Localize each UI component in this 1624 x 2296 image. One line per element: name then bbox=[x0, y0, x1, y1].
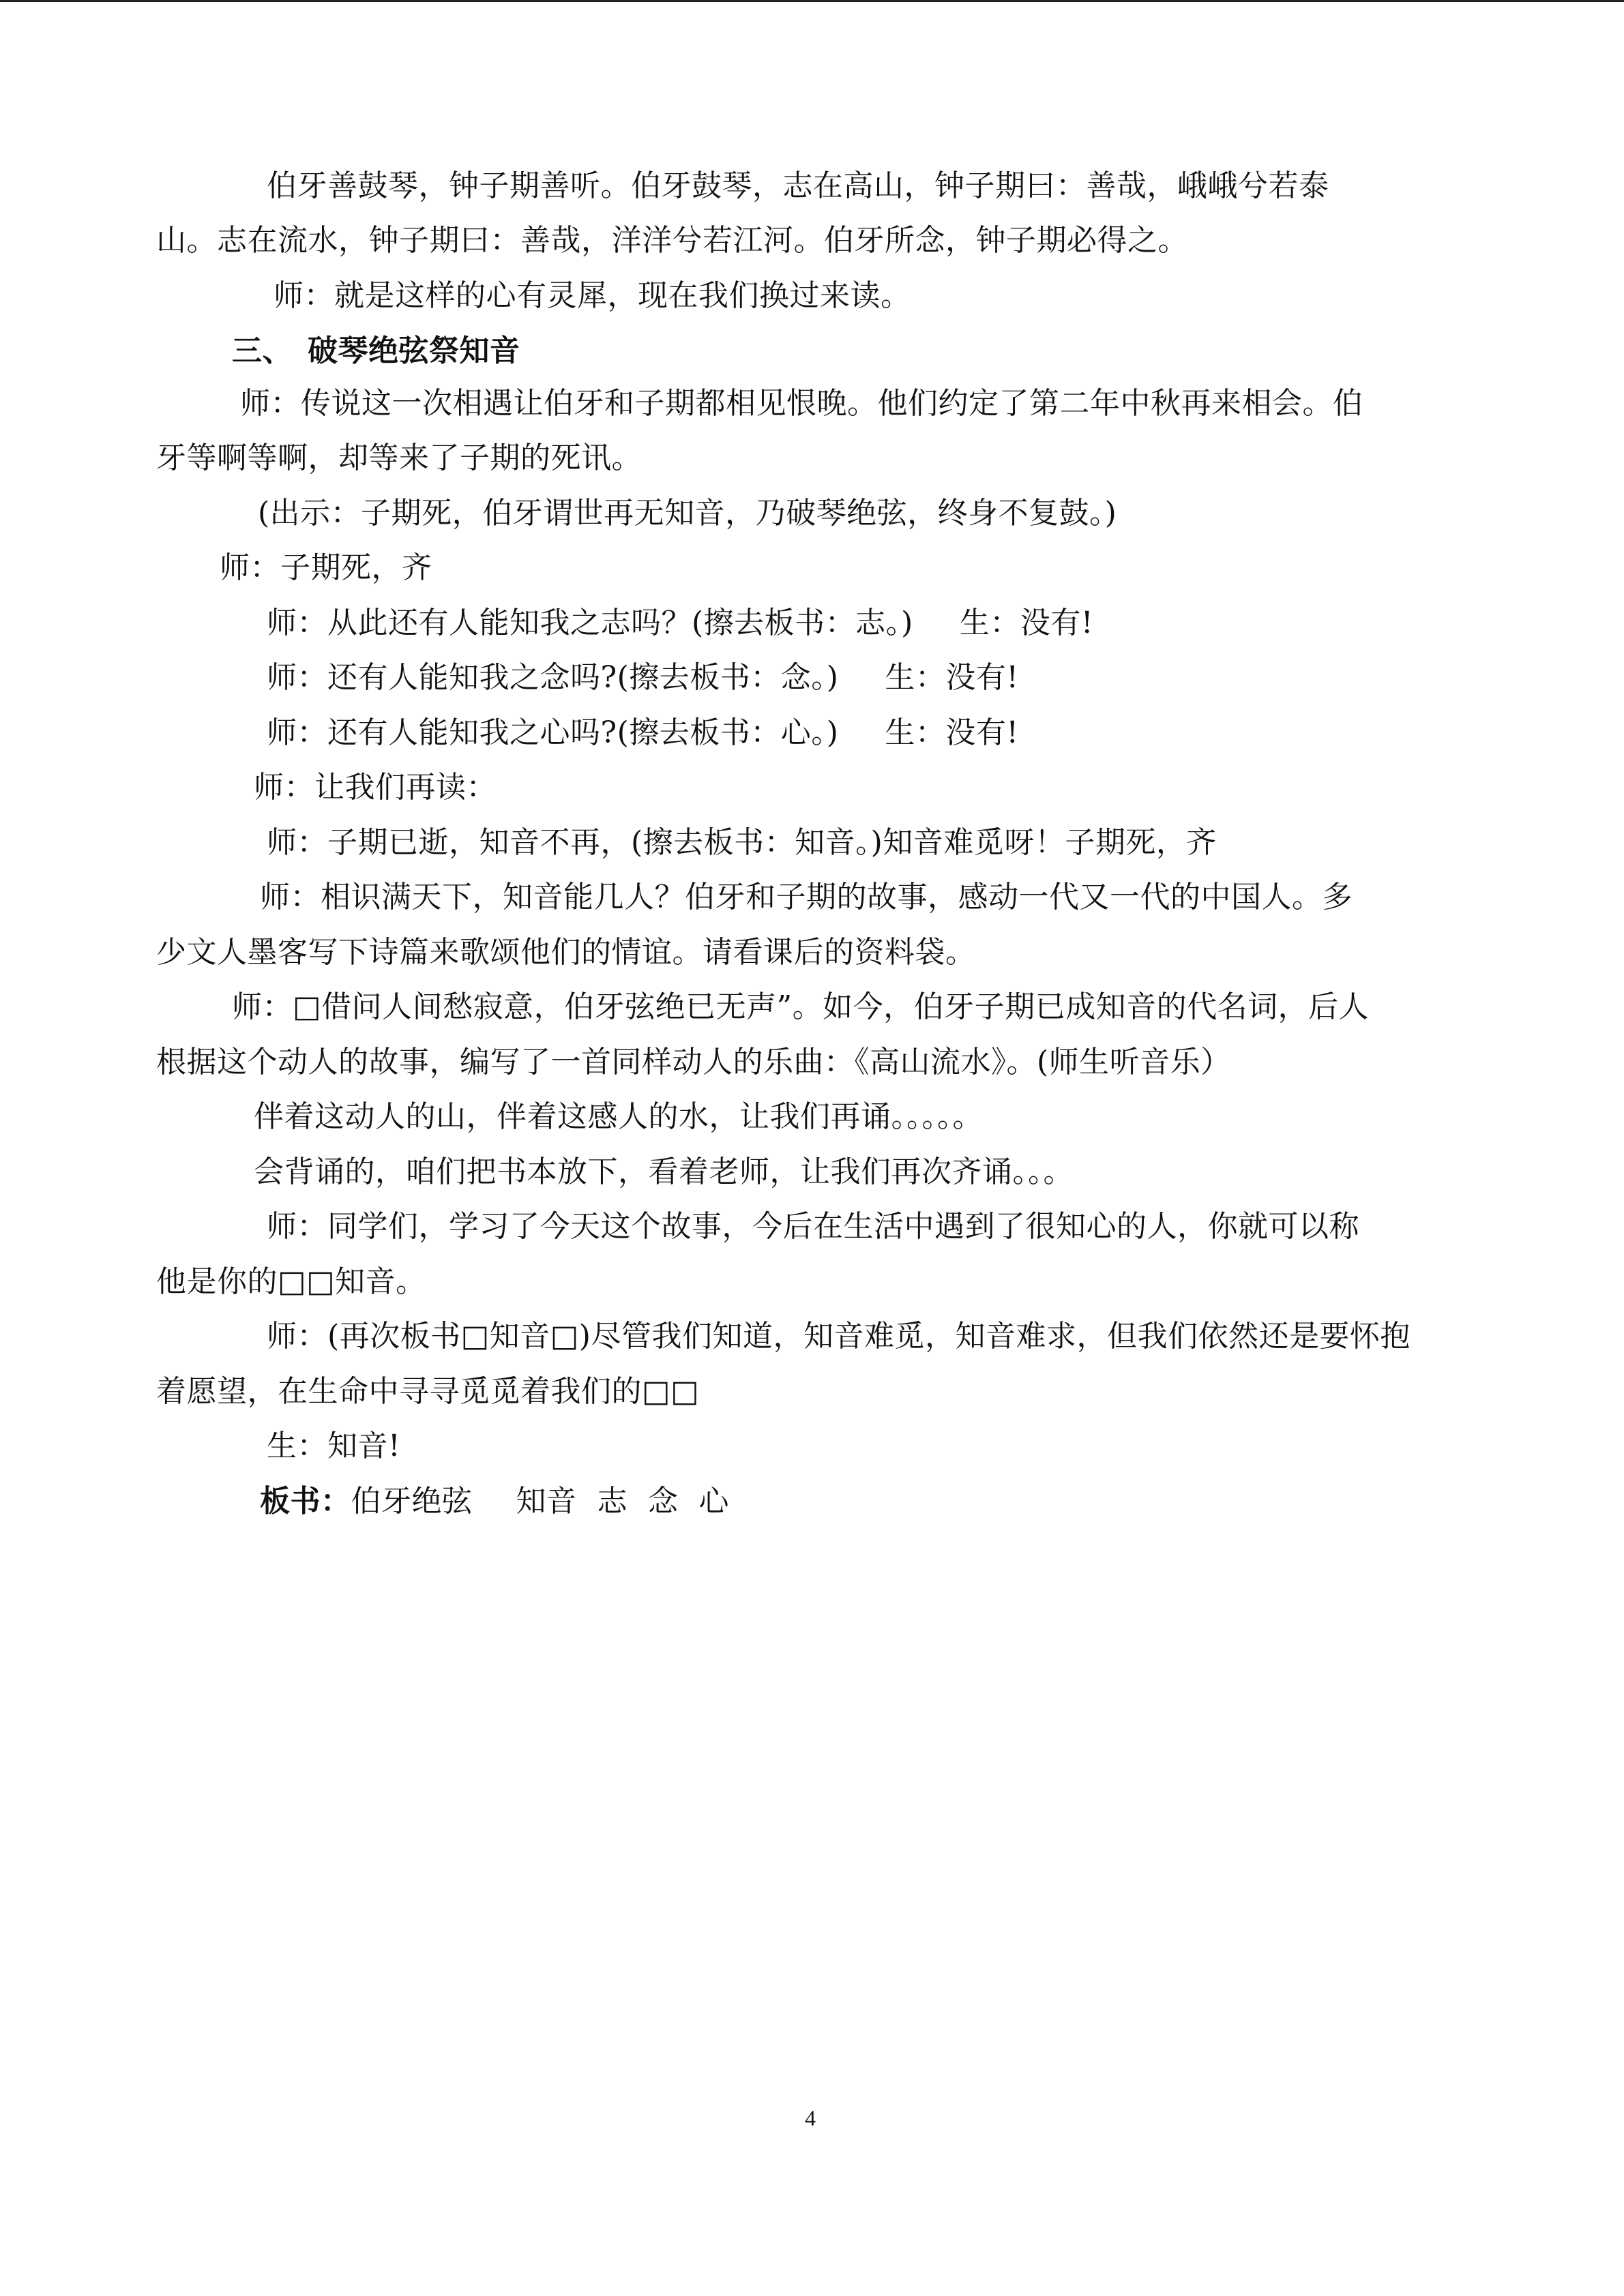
board-label: 板书： bbox=[260, 1484, 351, 1519]
board-word: 志 bbox=[597, 1484, 628, 1519]
section-heading bbox=[232, 331, 520, 372]
paragraph-line: 师：传说这一次相遇让伯牙和子期都相见恨晚。他们约定了第二年中秋再来相会。伯 bbox=[240, 386, 1363, 421]
student-reply: 生：没有! bbox=[959, 606, 1094, 640]
paragraph-line: 着愿望，在生命中寻寻觅觅着我们的□□ bbox=[156, 1374, 700, 1409]
dialogue-line bbox=[267, 603, 1093, 644]
board-word: 心 bbox=[698, 1484, 729, 1519]
page-number: 4 bbox=[805, 2106, 816, 2130]
teacher-question: 师：还有人能知我之心吗?(擦去板书：心。) bbox=[267, 715, 839, 750]
paragraph-line: 山。志在流水，钟子期曰：善哉，洋洋兮若江河。伯牙所念，钟子期必得之。 bbox=[156, 223, 1188, 258]
board-title: 伯牙绝弦 bbox=[351, 1484, 473, 1519]
paragraph-line: 他是你的□□知音。 bbox=[156, 1264, 426, 1299]
paragraph-line: 师：(再次板书□知音□)尽管我们知道，知音难觅，知音难求，但我们依然还是要怀抱 bbox=[267, 1319, 1411, 1354]
paragraph-line: 牙等啊等啊，却等来了子期的死讯。 bbox=[156, 441, 642, 475]
paragraph-line: (出示：子期死，伯牙谓世再无知音，乃破琴绝弦，终身不复鼓。) bbox=[258, 496, 1117, 531]
board-word: 念 bbox=[648, 1484, 679, 1519]
paragraph-line: 伯牙善鼓琴，钟子期善听。伯牙鼓琴，志在高山，钟子期曰：善哉，峨峨兮若泰 bbox=[267, 168, 1329, 203]
paragraph-line: 根据这个动人的故事，编写了一首同样动人的乐曲：《高山流水》。(师生听音乐） bbox=[156, 1045, 1231, 1079]
dialogue-line bbox=[267, 713, 1019, 754]
section-title: 破琴绝弦祭知音 bbox=[308, 333, 520, 368]
teacher-question: 师：从此还有人能知我之志吗？(擦去板书：志。) bbox=[267, 606, 913, 640]
teacher-question: 师：还有人能知我之念吗?(擦去板书：念。) bbox=[267, 660, 839, 695]
paragraph-line: 会背诵的，咱们把书本放下，看着老师，让我们再次齐诵。。。 bbox=[254, 1154, 1074, 1189]
board-word: 知音 bbox=[516, 1484, 577, 1519]
dialogue-line bbox=[267, 657, 1019, 698]
paragraph-line: 师：同学们，学习了今天这个故事，今后在生活中遇到了很知心的人，你就可以称 bbox=[267, 1209, 1359, 1244]
paragraph-line: 师：让我们再读： bbox=[254, 770, 497, 805]
paragraph-line: 师：就是这样的心有灵犀，现在我们换过来读。 bbox=[274, 278, 911, 313]
paragraph-line: 师：子期已逝，知音不再，(擦去板书：知音。)知音难觅呀！子期死，齐 bbox=[267, 825, 1217, 860]
student-reply: 生：没有! bbox=[885, 715, 1019, 750]
paragraph-line: 师：相识满天下，知音能几人？伯牙和子期的故事，感动一代又一代的中国人。多 bbox=[260, 880, 1353, 914]
section-number: 三、 bbox=[232, 333, 293, 368]
paragraph-line: 生：知音! bbox=[267, 1429, 401, 1463]
board-notes bbox=[260, 1481, 729, 1522]
paragraph-line: 少文人墨客写下诗篇来歌颂他们的情谊。请看课后的资料袋。 bbox=[156, 935, 976, 970]
paragraph-line: 伴着这动人的山，伴着这感人的水，让我们再诵。。。。。 bbox=[254, 1099, 983, 1134]
paragraph-line: 师：□借问人间愁寂意，伯牙弦绝已无声”。如今，伯牙子期已成知音的代名词，后人 bbox=[232, 989, 1370, 1024]
student-reply: 生：没有! bbox=[885, 660, 1019, 695]
paragraph-line: 师：子期死，齐 bbox=[220, 550, 432, 585]
